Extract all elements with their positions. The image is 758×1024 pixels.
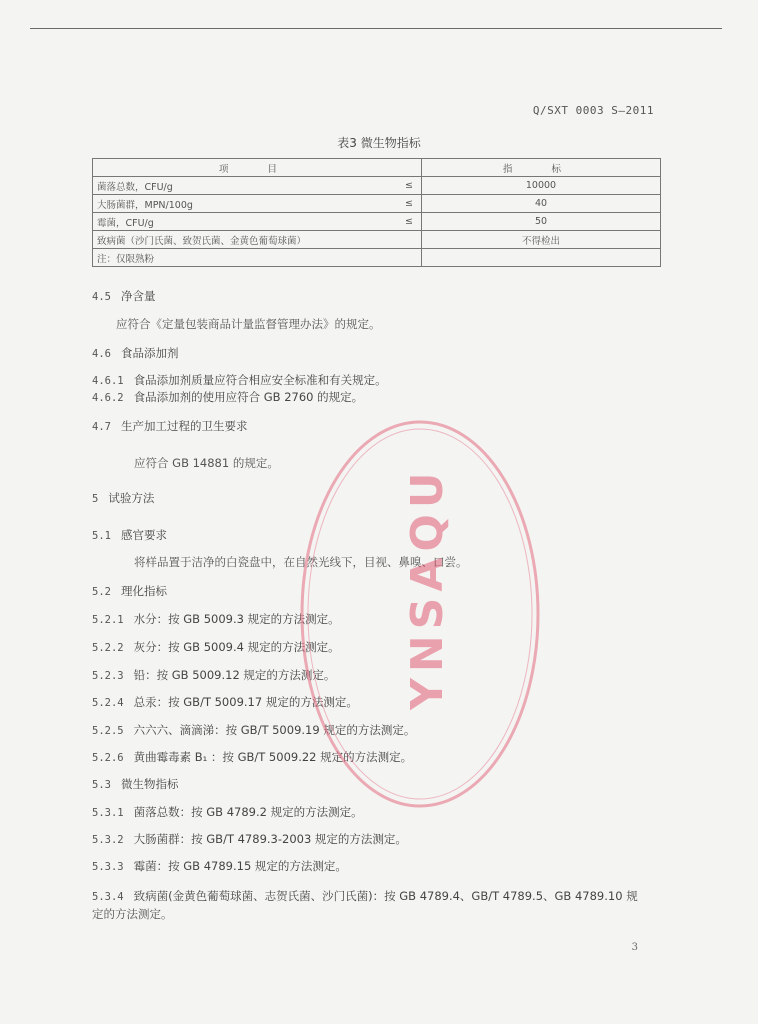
table-row	[93, 177, 661, 195]
page-number: 3	[631, 942, 638, 953]
row-value: 不得检出	[422, 231, 661, 249]
row-item: 霉菌，CFU/g	[93, 213, 390, 231]
table-header-row	[93, 159, 661, 177]
section-4-7-text: 应符合 GB 14881 的规定。	[134, 456, 279, 470]
section-5-3-heading: 5.3 微生物指标	[92, 777, 179, 791]
column-header-item: 项 目	[93, 159, 422, 177]
table-title: 表3 微生物指标	[337, 136, 421, 150]
table-row	[93, 213, 661, 231]
row-item: 大肠菌群，MPN/100g	[93, 195, 390, 213]
row-symbol: ≤	[389, 195, 422, 213]
row-value: 50	[422, 213, 661, 231]
section-4-5-text: 应符合《定量包装商品计量监督管理办法》的规定。	[116, 317, 381, 331]
section-4-6-2: 4.6.2 食品添加剂的使用应符合 GB 2760 的规定。	[92, 390, 364, 404]
section-5-2-4: 5.2.4 总汞：按 GB/T 5009.17 规定的方法测定。	[92, 695, 358, 709]
section-5-3-4: 5.3.4 致病菌(金黄色葡萄球菌、志贺氏菌、沙门氏菌)：按 GB 4789.4、GB/T 4789.5、GB 4789.10 规	[92, 889, 638, 903]
microbiology-table	[92, 158, 661, 267]
section-5-2-heading: 5.2 理化指标	[92, 584, 167, 598]
table-note-row	[93, 249, 661, 267]
section-5-2-5: 5.2.5 六六六、滴滴涕：按 GB/T 5009.19 规定的方法测定。	[92, 723, 416, 737]
section-5-2-1: 5.2.1 水分：按 GB 5009.3 规定的方法测定。	[92, 612, 340, 626]
section-5-3-4-continued: 定的方法测定。	[92, 907, 173, 921]
column-header-index: 指 标	[422, 159, 661, 177]
section-5-heading: 5 试验方法	[92, 491, 155, 505]
document-code: Q/SXT 0003 S—2011	[532, 104, 654, 117]
section-5-1-text: 将样品置于洁净的白瓷盘中，在自然光线下，目视、鼻嗅、口尝。	[134, 555, 468, 569]
section-4-6-1: 4.6.1 食品添加剂质量应符合相应安全标准和有关规定。	[92, 373, 387, 387]
section-5-3-1: 5.3.1 菌落总数：按 GB 4789.2 规定的方法测定。	[92, 805, 363, 819]
row-item: 菌落总数，CFU/g	[93, 177, 390, 195]
section-4-6-heading: 4.6 食品添加剂	[92, 346, 179, 360]
section-5-2-2: 5.2.2 灰分：按 GB 5009.4 规定的方法测定。	[92, 640, 340, 654]
table-row	[93, 195, 661, 213]
header-rule	[30, 28, 722, 29]
section-5-3-2: 5.3.2 大肠菌群：按 GB/T 4789.3-2003 规定的方法测定。	[92, 832, 407, 846]
section-5-2-6: 5.2.6 黄曲霉毒素 B₁ ：按 GB/T 5009.22 规定的方法测定。	[92, 750, 413, 764]
stamp-text: YNSAQU	[402, 466, 453, 710]
section-4-7-heading: 4.7 生产加工过程的卫生要求	[92, 419, 248, 433]
row-symbol	[389, 231, 422, 249]
table-note: 注：仅限熟粉	[93, 249, 422, 267]
section-5-2-3: 5.2.3 铅：按 GB 5009.12 规定的方法测定。	[92, 668, 336, 682]
row-symbol: ≤	[389, 177, 422, 195]
section-4-5-heading: 4.5 净含量	[92, 289, 156, 303]
row-value: 10000	[422, 177, 661, 195]
row-item: 致病菌（沙门氏菌、致贺氏菌、金黄色葡萄球菌）	[93, 231, 390, 249]
row-value: 40	[422, 195, 661, 213]
section-5-1-heading: 5.1 感官要求	[92, 528, 167, 542]
section-5-3-3: 5.3.3 霉菌：按 GB 4789.15 规定的方法测定。	[92, 859, 347, 873]
table-row	[93, 231, 661, 249]
table-note-empty	[422, 249, 661, 267]
row-symbol: ≤	[389, 213, 422, 231]
